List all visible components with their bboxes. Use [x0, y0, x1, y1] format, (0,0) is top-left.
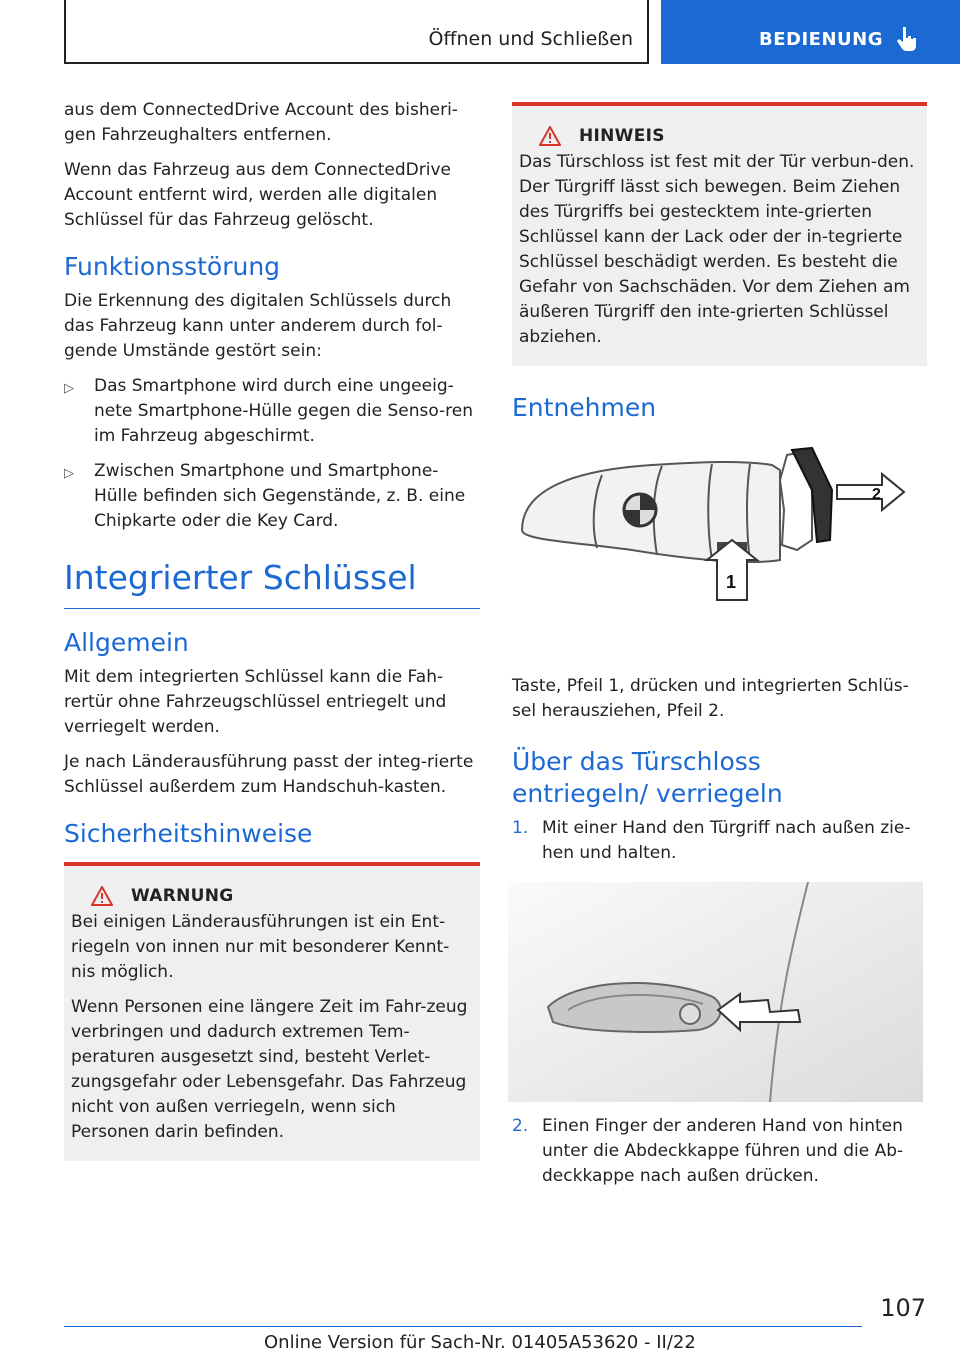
paragraph: Je nach Länderausführung passt der integ-rierte Schlüssel außerdem zum Handschuh-kasten.: [64, 752, 474, 797]
step-number: 2.: [512, 1116, 529, 1136]
warning-triangle-icon: [91, 886, 113, 906]
figure-label-1: 1: [726, 572, 737, 592]
heading-tuerschloss: Über das Türschloss entriegeln/ verriegeln: [512, 747, 783, 808]
warning-title: WARNUNG: [131, 886, 234, 906]
warning-header: [91, 886, 473, 906]
footer-divider: [64, 1326, 862, 1327]
warning-triangle-icon: [539, 126, 561, 146]
heading-integrierter-schluessel: Integrierter Schlüssel: [64, 558, 480, 609]
hint-title: HINWEIS: [579, 126, 665, 146]
list-item-text: Mit einer Hand den Türgriff nach außen zie-hen und halten.: [542, 818, 911, 863]
page-number: 107: [880, 1294, 926, 1322]
heading-funktionsstoerung: Funktionsstörung: [64, 252, 281, 281]
paragraph: Mit dem integrierten Schlüssel kann die Fah-rertür ohne Fahrzeugschlüssel entriegelt und verriegelt werden.: [64, 667, 447, 737]
heading-entnehmen: Entnehmen: [512, 393, 657, 422]
list-item: [64, 459, 480, 534]
header-chapter-box: [661, 0, 960, 64]
header-chapter-title: BEDIENUNG: [759, 29, 883, 50]
footer-text: Online Version für Sach-Nr. 01405A53620 - II/22: [264, 1332, 696, 1353]
right-column: [512, 102, 927, 1199]
figure-label-2: 2: [872, 486, 881, 503]
paragraph: Wenn Personen eine längere Zeit im Fahr-zeug verbringen und dadurch extremen Tem-peraturen ausgesetzt sind, besteht Verlet-zungsgefahr oder Lebensgefahr. Das Fahrzeug nicht von außen verriegeln, wenn sich Personen darin befinden.: [71, 997, 468, 1142]
paragraph: Bei einigen Länderausführungen ist ein Ent-riegeln von innen nur mit besonderer Kennt-nis möglich.: [71, 912, 450, 982]
triangle-bullet-icon: ▷: [64, 466, 74, 481]
paragraph: Wenn das Fahrzeug aus dem ConnectedDrive Account entfernt wird, werden alle digitalen Schlüssel für das Fahrzeug gelöscht.: [64, 160, 451, 230]
heading-allgemein: Allgemein: [64, 628, 189, 657]
paragraph: Taste, Pfeil 1, drücken und integrierten Schlüs-sel herausziehen, Pfeil 2.: [512, 676, 909, 721]
left-column: [64, 98, 480, 1161]
paragraph: aus dem ConnectedDrive Account des bisheri-gen Fahrzeughalters entfernen.: [64, 100, 458, 145]
list-item-text: Das Smartphone wird durch eine ungeeig-nete Smartphone-Hülle gegen die Senso-ren im Fahrzeug abgeschirmt.: [94, 376, 474, 446]
list-item: [512, 1114, 927, 1189]
heading-sicherheitshinweise: Sicherheitshinweise: [64, 819, 313, 848]
key-fob-illustration: [512, 430, 927, 640]
pointing-hand-icon: [895, 25, 919, 53]
triangle-bullet-icon: ▷: [64, 381, 74, 396]
paragraph: Die Erkennung des digitalen Schlüssels durch das Fahrzeug kann unter anderem durch fol-gende Umstände gestört sein:: [64, 291, 452, 361]
list-item-text: Einen Finger der anderen Hand von hinten unter die Abdeckkappe führen und die Ab-deckkappe nach außen drücken.: [542, 1116, 904, 1186]
list-item: [512, 816, 927, 866]
list-item-text: Zwischen Smartphone und Smartphone-Hülle befinden sich Gegenstände, z. B. eine Chipkarte oder die Key Card.: [94, 461, 466, 531]
hint-box: [512, 102, 927, 366]
warning-box: [64, 862, 480, 1161]
header-section-title: Öffnen und Schließen: [428, 28, 633, 50]
paragraph: Das Türschloss ist fest mit der Tür verbun-den. Der Türgriff lässt sich bewegen. Beim Ziehen des Türgriffs bei gestecktem inte-grierten Schlüssel kann der Lack oder der in-tegrierte Schlüssel beschädigt werden. Es besteht die Gefahr von Sachschäden. Vor dem Ziehen am äußeren Türgriff den inte-grierten Schlüssel abziehen.: [519, 152, 915, 347]
list-item: [64, 374, 480, 449]
hint-header: [539, 126, 920, 146]
header-section-box: [64, 0, 649, 64]
step-number: 1.: [512, 818, 529, 838]
door-handle-illustration: [508, 882, 923, 1102]
